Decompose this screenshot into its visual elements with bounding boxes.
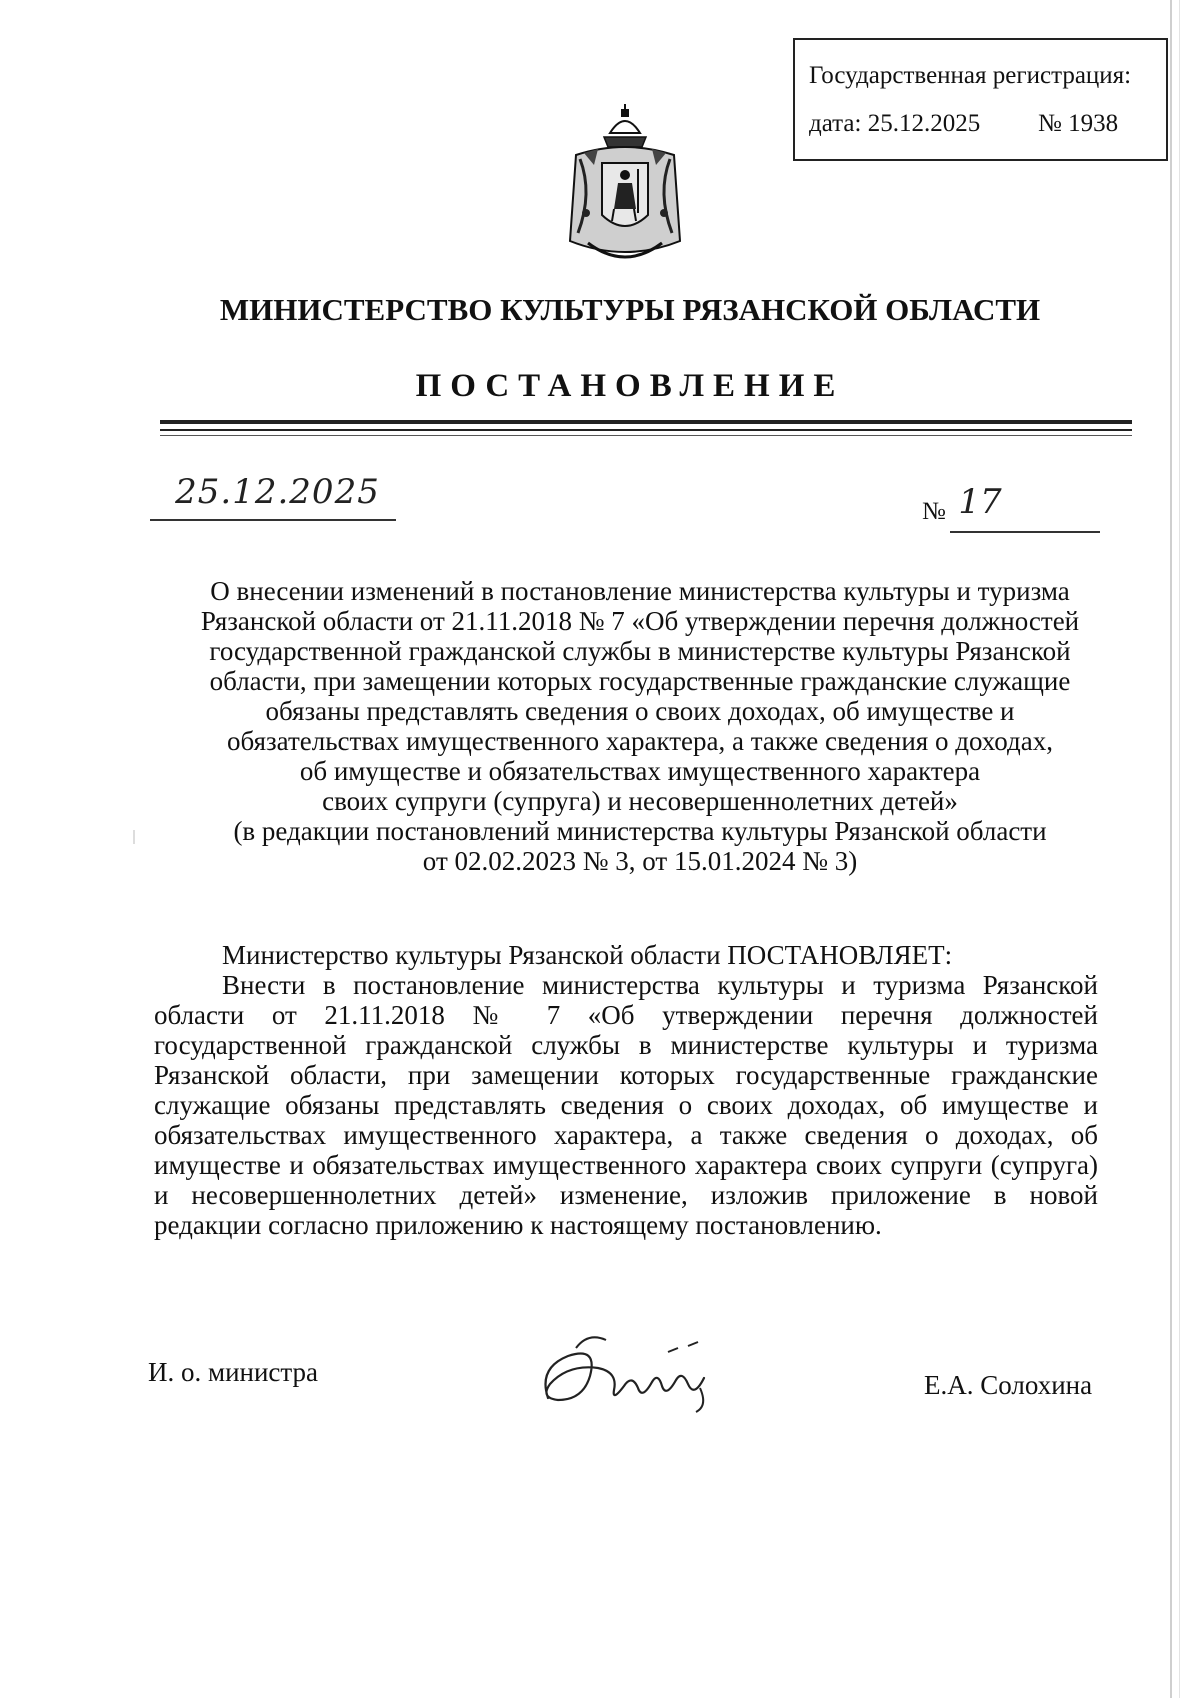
registration-date: дата: 25.12.2025	[809, 110, 981, 137]
subject-line: области, при замещении которых государственные гражданские служащие	[209, 666, 1071, 696]
subject-line: государственной гражданской службы в министерстве культуры Рязанской	[209, 636, 1071, 666]
document-subject	[140, 576, 1140, 876]
subject-line: об имуществе и обязательствах имущественного характера	[299, 756, 981, 786]
decree-line: Министерство культуры Рязанской области ПОСТАНОВЛЯЕТ:	[222, 940, 953, 970]
date-underline	[150, 519, 396, 521]
subject-line: (в редакции постановлений министерства культуры Рязанской области	[233, 816, 1047, 846]
document-type-title: ПОСТАНОВЛЕНИЕ	[415, 368, 845, 404]
subject-line: своих супруги (супруга) и несовершеннолетних детей»	[322, 786, 958, 816]
handwritten-number: 17	[958, 482, 1002, 522]
subject-line: обязаны представлять сведения о своих доходах, об имуществе и	[265, 696, 1015, 726]
number-underline	[950, 531, 1100, 533]
header-rule-thin	[160, 429, 1132, 431]
registration-number: № 1938	[1038, 110, 1119, 137]
coat-of-arms-emblem	[558, 103, 692, 269]
subject-line: О внесении изменений в постановление министерства культуры и туризма	[210, 576, 1070, 606]
number-label: №	[922, 498, 946, 525]
signatory-position: И. о. министра	[148, 1357, 319, 1387]
scan-artifact	[133, 830, 135, 844]
handwritten-signature	[528, 1328, 723, 1418]
subject-line: от 02.02.2023 № 3, от 15.01.2024 № 3)	[422, 846, 858, 876]
subject-line: Рязанской области от 21.11.2018 № 7 «Об утверждении перечня должностей	[200, 606, 1080, 636]
handwritten-date: 25.12.2025	[175, 472, 380, 512]
scan-edge-line	[1170, 0, 1172, 1698]
header-rule-thick	[160, 420, 1132, 424]
registration-title: Государственная регистрация:	[809, 62, 1132, 89]
subject-line: обязательствах имущественного характера, а также сведения о доходах,	[227, 726, 1053, 756]
ministry-title: МИНИСТЕРСТВО КУЛЬТУРЫ РЯЗАНСКОЙ ОБЛАСТИ	[219, 292, 1041, 327]
document-body	[154, 940, 1098, 1240]
scan-edge-line-secondary	[1179, 0, 1180, 1698]
signatory-name: Е.А. Солохина	[924, 1370, 1093, 1400]
header-rule-thin-secondary	[160, 435, 1132, 436]
body-paragraph: Внести в постановление министерства культуры и туризма Рязанской области от 21.11.2018 № 7 «Об утверждении перечня должностей государственной гражданской службы в министерстве культуры и туризма Рязанской области, при замещении которых государственные гражданские служащие обязаны представлять сведения о своих доходах, об имуществе и обязательствах имущественного характера, а также сведения о доходах, об имуществе и обязательствах имущественного характера своих супруги (супруга) и несовершеннолетних детей» изменение, изложив приложение в новой редакции согласно приложению к настоящему постановлению.	[154, 970, 1098, 1240]
registration-stamp	[793, 38, 1168, 161]
